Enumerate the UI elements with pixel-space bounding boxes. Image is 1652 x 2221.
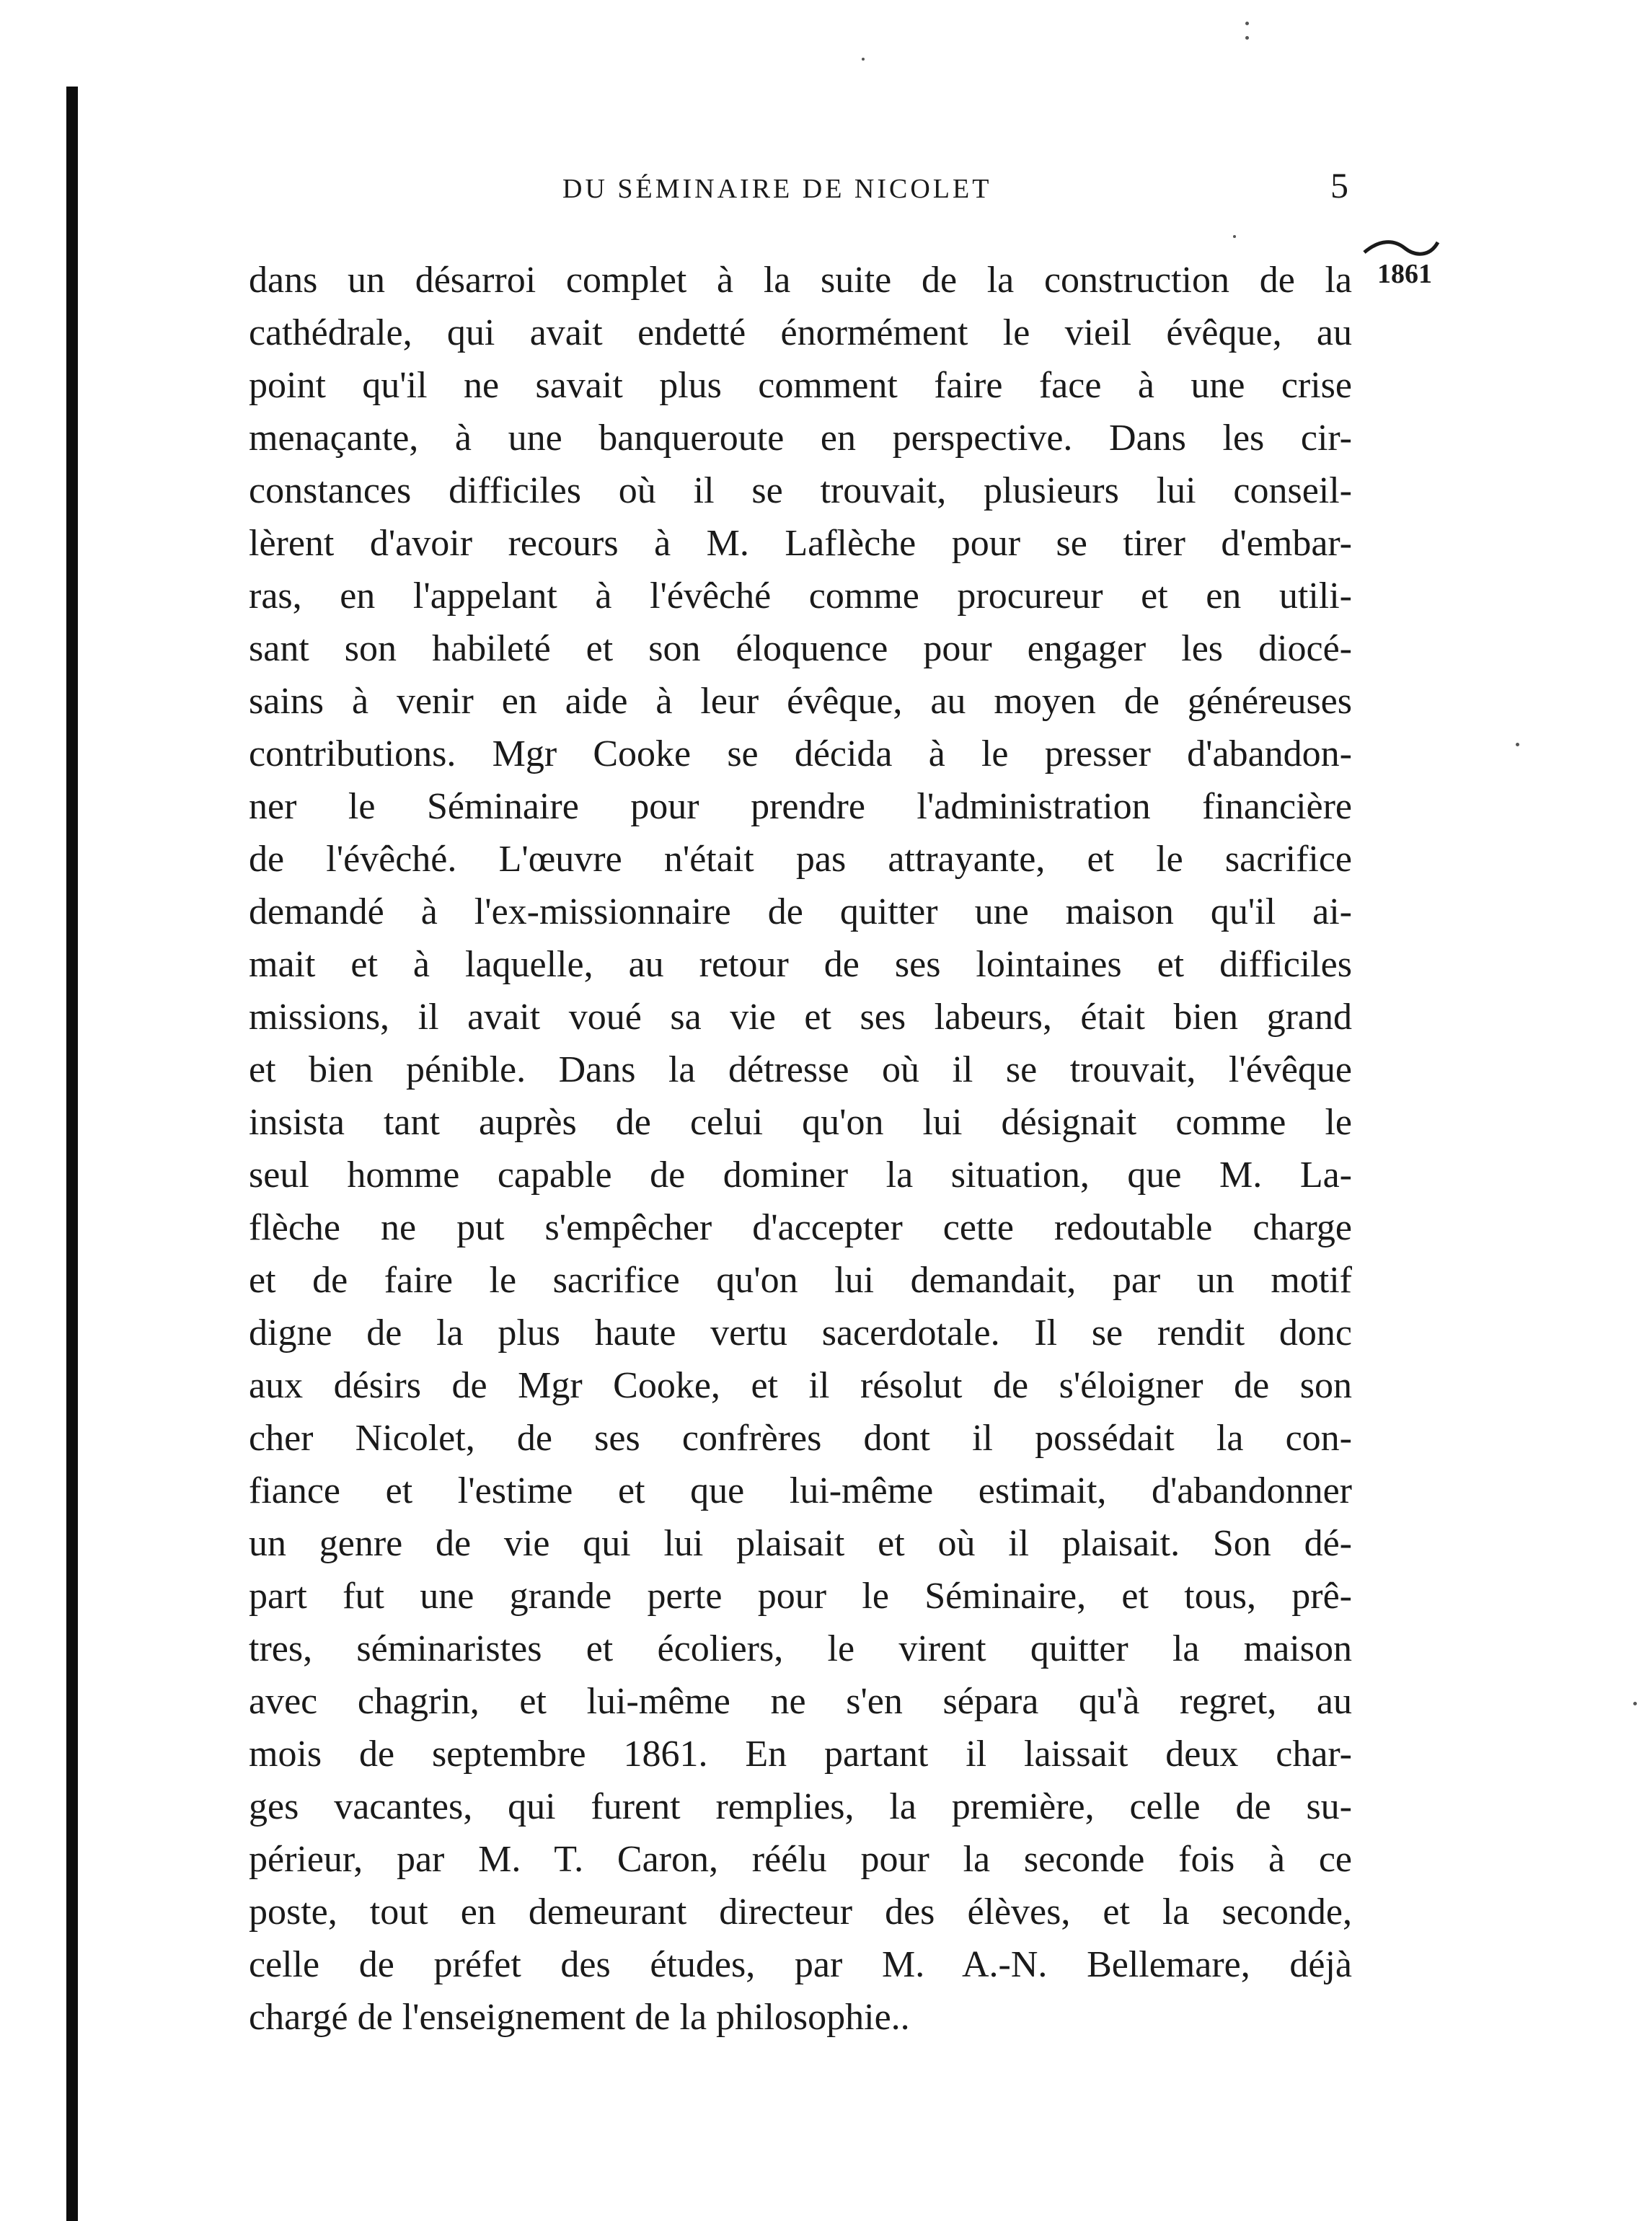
text-line: et de faire le sacrifice qu'on lui demandait, par un motif — [249, 1260, 1352, 1301]
text-line: avec chagrin, et lui-même ne s'en sépara qu'à regret, au — [249, 1681, 1352, 1722]
text-line: missions, il avait voué sa vie et ses labeurs, était bien grand — [249, 997, 1352, 1038]
scan-speck — [1245, 22, 1249, 25]
text-line: digne de la plus haute vertu sacerdotale. Il se rendit donc — [249, 1312, 1352, 1354]
text-line: contributions. Mgr Cooke se décida à le presser d'abandon- — [249, 733, 1352, 774]
margin-tilde-mark — [1361, 232, 1441, 261]
text-line: seul homme capable de dominer la situation, que M. La- — [249, 1154, 1352, 1196]
text-line: tres, séminaristes et écoliers, le virent quitter la maison — [249, 1628, 1352, 1669]
text-line: de l'évêché. L'œuvre n'était pas attrayante, et le sacrifice — [249, 839, 1352, 880]
text-line: constances difficiles où il se trouvait, plusieurs lui conseil- — [249, 470, 1352, 511]
text-line: ner le Séminaire pour prendre l'administration financière — [249, 786, 1352, 827]
scan-speck — [862, 58, 865, 61]
text-line: périeur, par M. T. Caron, réélu pour la seconde fois à ce — [249, 1839, 1352, 1880]
text-line: cher Nicolet, de ses confrères dont il possédait la con- — [249, 1418, 1352, 1459]
text-line: un genre de vie qui lui plaisait et où il plaisait. Son dé- — [249, 1523, 1352, 1564]
text-line: sant son habileté et son éloquence pour engager les diocé- — [249, 628, 1352, 669]
text-line: aux désirs de Mgr Cooke, et il résolut de s'éloigner de son — [249, 1365, 1352, 1406]
text-line: fiance et l'estime et que lui-même estimait, d'abandonner — [249, 1470, 1352, 1511]
text-line: mait et à laquelle, au retour de ses lointaines et difficiles — [249, 944, 1352, 985]
text-line: demandé à l'ex-missionnaire de quitter une maison qu'il ai- — [249, 891, 1352, 932]
margin-year: 1861 — [1377, 259, 1432, 289]
text-line: lèrent d'avoir recours à M. Laflèche pour se tirer d'embar- — [249, 523, 1352, 564]
text-line: sains à venir en aide à leur évêque, au moyen de généreuses — [249, 681, 1352, 722]
text-line: chargé de l'enseignement de la philosophie.. — [249, 1997, 910, 2038]
body-text — [249, 254, 1352, 2044]
scan-speck — [1233, 235, 1236, 238]
text-line: ges vacantes, qui furent remplies, la première, celle de su- — [249, 1786, 1352, 1827]
text-line: poste, tout en demeurant directeur des élèves, et la seconde, — [249, 1891, 1352, 1933]
text-line: et bien pénible. Dans la détresse où il se trouvait, l'évêque — [249, 1049, 1352, 1090]
scan-speck — [1516, 743, 1519, 746]
scan-speck — [1245, 36, 1249, 40]
text-line: menaçante, à une banqueroute en perspective. Dans les cir- — [249, 418, 1352, 459]
text-line: cathédrale, qui avait endetté énormément le vieil évêque, au — [249, 312, 1352, 353]
binding-edge — [66, 87, 78, 2221]
text-line: celle de préfet des études, par M. A.-N. Bellemare, déjà — [249, 1944, 1352, 1985]
running-head: DU SÉMINAIRE DE NICOLET — [562, 174, 992, 204]
text-line: insista tant auprès de celui qu'on lui désignait comme le — [249, 1102, 1352, 1143]
text-line: mois de septembre 1861. En partant il laissait deux char- — [249, 1734, 1352, 1775]
text-line: point qu'il ne savait plus comment faire face à une crise — [249, 365, 1352, 406]
text-line: dans un désarroi complet à la suite de la construction de la — [249, 260, 1352, 301]
text-line: ras, en l'appelant à l'évêché comme procureur et en utili- — [249, 575, 1352, 617]
text-line: part fut une grande perte pour le Séminaire, et tous, prê- — [249, 1576, 1352, 1617]
scan-speck — [1633, 1702, 1637, 1705]
text-line: flèche ne put s'empêcher d'accepter cette redoutable charge — [249, 1207, 1352, 1248]
page-number: 5 — [1330, 165, 1348, 206]
